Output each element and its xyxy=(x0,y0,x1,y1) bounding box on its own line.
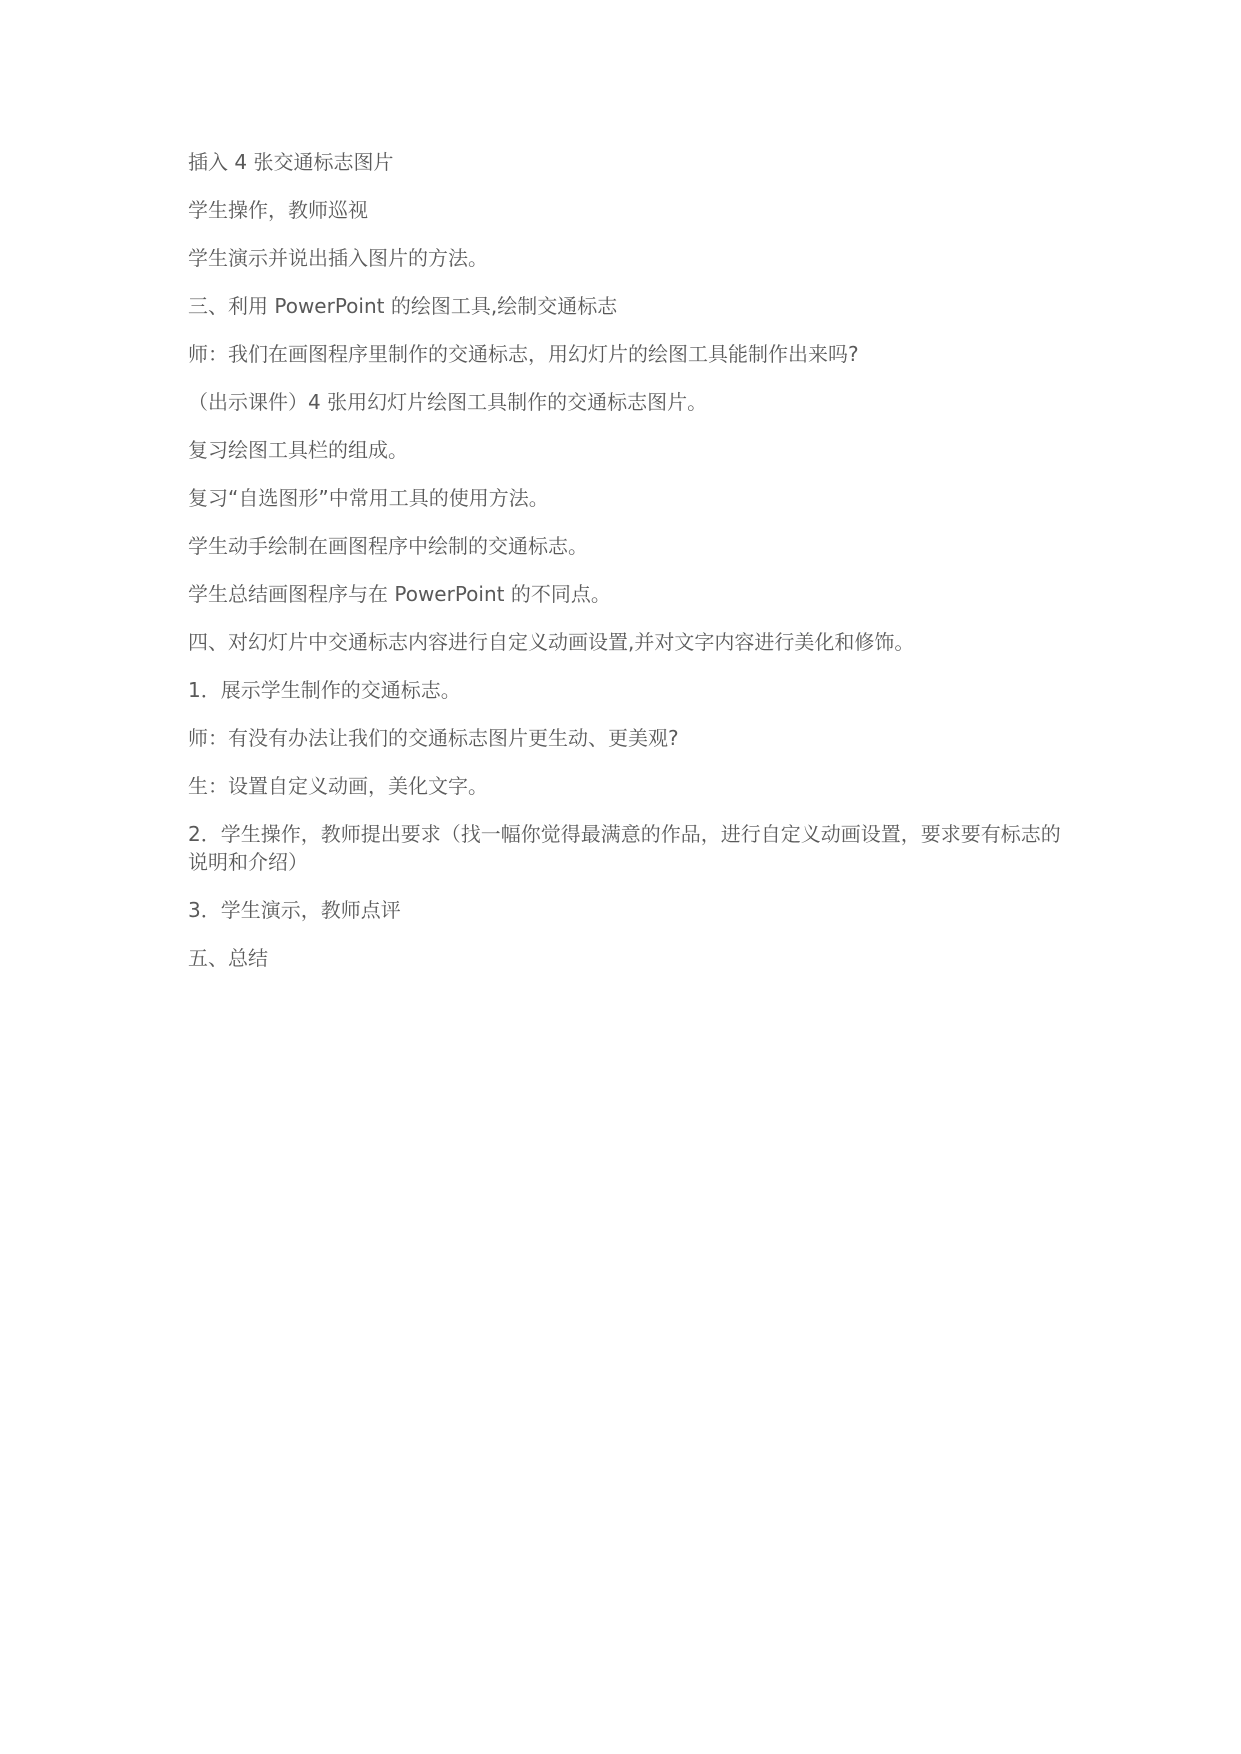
paragraph-review-toolbar: 复习绘图工具栏的组成。 xyxy=(188,438,408,462)
paragraph-student-draw: 学生动手绘制在画图程序中绘制的交通标志。 xyxy=(188,534,588,558)
paragraph-step-3: 3．学生演示，教师点评 xyxy=(188,898,401,922)
paragraph-teacher-question-2: 师：有没有办法让我们的交通标志图片更生动、更美观? xyxy=(188,726,679,750)
paragraph-show-courseware: （出示课件）4 张用幻灯片绘图工具制作的交通标志图片。 xyxy=(188,390,708,414)
paragraph-student-answer: 生：设置自定义动画，美化文字。 xyxy=(188,774,488,798)
section-heading-three: 三、利用 PowerPoint 的绘图工具,绘制交通标志 xyxy=(188,294,618,318)
section-heading-four: 四、对幻灯片中交通标志内容进行自定义动画设置,并对文字内容进行美化和修饰。 xyxy=(188,630,915,654)
paragraph-teacher-question: 师：我们在画图程序里制作的交通标志，用幻灯片的绘图工具能制作出来吗? xyxy=(188,342,859,366)
section-heading-five: 五、总结 xyxy=(188,946,268,970)
paragraph-step-1: 1．展示学生制作的交通标志。 xyxy=(188,678,461,702)
document-body xyxy=(188,148,1068,992)
paragraph-student-summary: 学生总结画图程序与在 PowerPoint 的不同点。 xyxy=(188,582,611,606)
paragraph-student-demo: 学生演示并说出插入图片的方法。 xyxy=(188,246,488,270)
paragraph-review-autoshapes: 复习“自选图形”中常用工具的使用方法。 xyxy=(188,486,549,510)
paragraph-step-2: 2．学生操作，教师提出要求（找一幅你觉得最满意的作品，进行自定义动画设置，要求要有标志的说明和介绍） xyxy=(188,822,1061,874)
paragraph-student-operation: 学生操作，教师巡视 xyxy=(188,198,368,222)
paragraph-insert-images: 插入 4 张交通标志图片 xyxy=(188,150,394,174)
